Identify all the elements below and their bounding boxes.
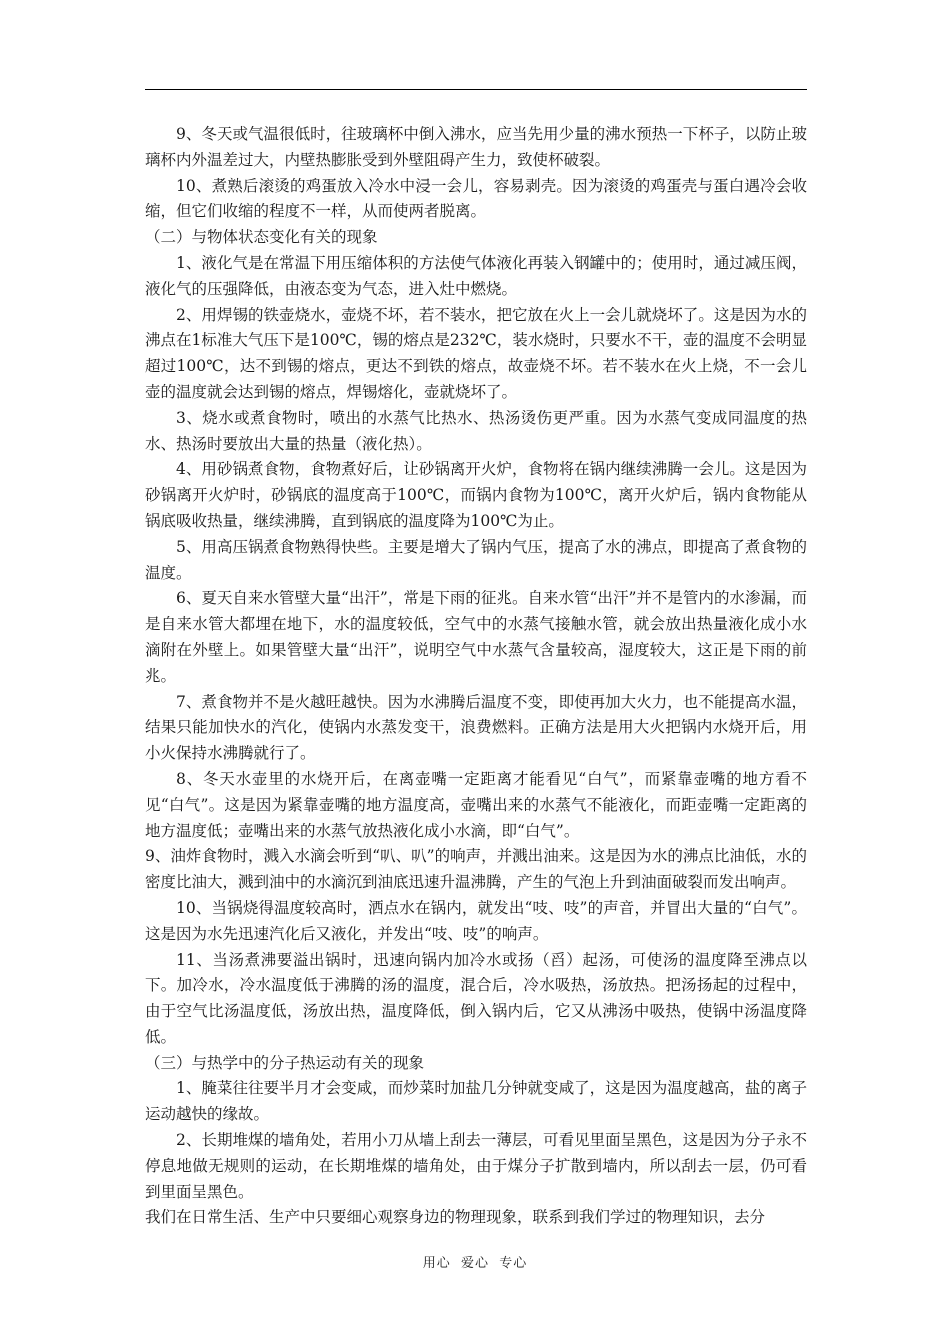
header-rule — [145, 89, 807, 90]
paragraph-1-liquefied-gas: 1、液化气是在常温下用压缩体积的方法使气体液化再装入钢罐中的；使用时，通过减压阀，液化气的压强降低，由液态变为气态，进入灶中燃烧。 — [145, 253, 807, 298]
paragraph-10-hot-pan: 10、当锅烧得温度较高时，洒点水在锅内，就发出“吱、吱”的声音，并冒出大量的“白气”。这是因为水先迅速汽化后又液化，并发出“吱、吱”的响声。 — [145, 898, 807, 943]
paragraph-5-pressure-cooker: 5、用高压锅煮食物熟得快些。主要是增大了锅内气压，提高了水的沸点，即提高了煮食物的温度。 — [145, 537, 807, 582]
paragraph-2-solder-kettle: 2、用焊锡的铁壶烧水，壶烧不坏，若不装水，把它放在火上一会儿就烧坏了。这是因为水的沸点在1标准大气压下是100℃，锡的熔点是232℃，装水烧时，只要水不干，壶的温度不会明显超过100℃，达不到锡的熔点，更达不到铁的熔点，故壶烧不坏。若不装水在火上烧，不一会儿壶的温度就会达到锡的熔点，焊锡熔化，壶就烧坏了。 — [145, 305, 807, 401]
paragraph-9-glass-cup: 9、冬天或气温很低时，往玻璃杯中倒入沸水，应当先用少量的沸水预热一下杯子，以防止玻璃杯内外温差过大，内壁热膨胀受到外壁阻碍产生力，致使杯破裂。 — [145, 125, 807, 169]
paragraph-3-steam-burns: 3、烧水或煮食物时，喷出的水蒸气比热水、热汤烫伤更严重。因为水蒸气变成同温度的热水、热汤时要放出大量的热量（液化热）。 — [145, 408, 807, 453]
paragraph-6-sweating-pipe: 6、夏天自来水管壁大量“出汗”，常是下雨的征兆。自来水管“出汗”并不是管内的水渗漏，而是自来水管大都埋在地下，水的温度较低，空气中的水蒸气接触水管，就会放出热量液化成小水滴附在外壁上。如果管壁大量“出汗”，说明空气中水蒸气含量较高，湿度较大，这正是下雨的前兆。 — [145, 589, 807, 685]
paragraph-conclusion: 我们在日常生活、生产中只要细心观察身边的物理现象，联系到我们学过的物理知识，去分 — [145, 1208, 766, 1227]
page-footer: 用心 爱心 专心 — [422, 1256, 528, 1271]
paragraph-1-pickles: 1、腌菜往往要半月才会变咸，而炒菜时加盐几分钟就变咸了，这是因为温度越高，盐的离子运动越快的缘故。 — [145, 1079, 807, 1124]
paragraph-2-coal-wall: 2、长期堆煤的墙角处，若用小刀从墙上刮去一薄层，可看见里面呈黑色，这是因为分子永不停息地做无规则的运动，在长期堆煤的墙角处，由于煤分子扩散到墙内，所以刮去一层，仍可看到里面呈黑色。 — [145, 1131, 807, 1201]
section-heading-state-change: （二）与物体状态变化有关的现象 — [145, 228, 378, 247]
paragraph-8-white-vapor: 8、冬天水壶里的水烧开后，在离壶嘴一定距离才能看见“白气”，而紧靠壶嘴的地方看不见“白气”。这是因为紧靠壶嘴的地方温度高，壶嘴出来的水蒸气不能液化，而距壶嘴一定距离的地方温度低；壶嘴出来的水蒸气放热液化成小水滴，即“白气”。 — [145, 769, 807, 840]
paragraph-7-fire-strength: 7、煮食物并不是火越旺越快。因为水沸腾后温度不变，即使再加大火力，也不能提高水温，结果只能加快水的汽化，使锅内水蒸发变干，浪费燃料。正确方法是用大火把锅内水烧开后，用小火保持水沸腾就行了。 — [145, 692, 807, 763]
paragraph-10-egg: 10、煮熟后滚烫的鸡蛋放入冷水中浸一会儿，容易剥壳。因为滚烫的鸡蛋壳与蛋白遇冷会收缩，但它们收缩的程度不一样，从而使两者脱离。 — [145, 176, 807, 221]
paragraph-4-clay-pot: 4、用砂锅煮食物，食物煮好后，让砂锅离开火炉，食物将在锅内继续沸腾一会儿。这是因为砂锅离开火炉时，砂锅底的温度高于100℃，而锅内食物为100℃，离开火炉后，锅内食物能从锅底吸收热量，继续沸腾，直到锅底的温度降为100℃为止。 — [145, 460, 807, 530]
section-heading-molecular-motion: （三）与热学中的分子热运动有关的现象 — [145, 1053, 425, 1072]
paragraph-11-boiling-soup: 11、当汤煮沸要溢出锅时，迅速向锅内加冷水或扬（舀）起汤，可使汤的温度降至沸点以下。加冷水，冷水温度低于沸腾的汤的温度，混合后，冷水吸热，汤放热。把汤扬起的过程中，由于空气比汤温度低，汤放出热，温度降低，倒入锅内后，它又从沸汤中吸热，使锅中汤温度降低。 — [145, 950, 807, 1046]
paragraph-9-frying-oil: 9、油炸食物时，溅入水滴会听到“叭、叭”的响声，并溅出油来。这是因为水的沸点比油低，水的密度比油大，溅到油中的水滴沉到油底迅速升温沸腾，产生的气泡上升到油面破裂而发出响声。 — [145, 847, 807, 892]
document-body — [145, 122, 807, 1231]
